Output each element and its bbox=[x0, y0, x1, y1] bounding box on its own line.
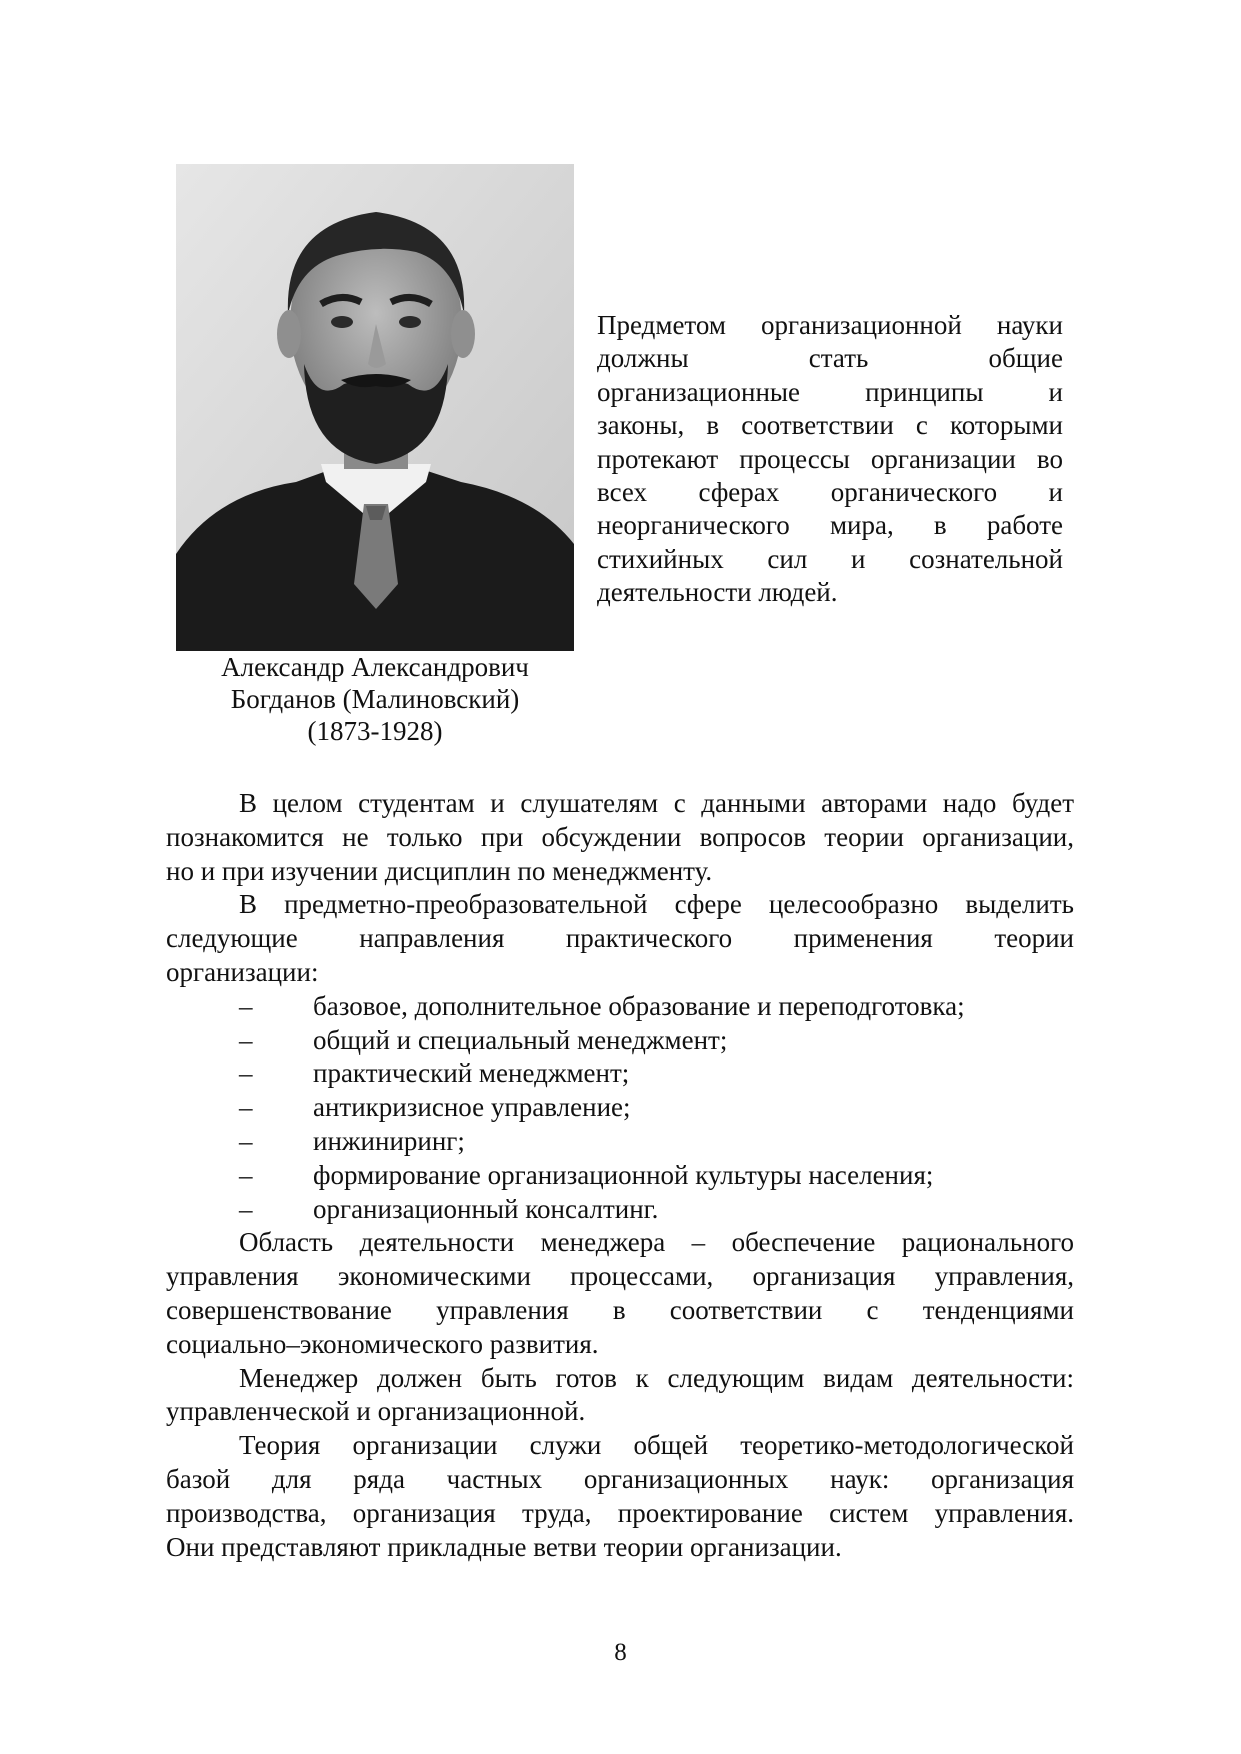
text-line: В предметно-преобразовательной сфере целесообразно выделить bbox=[239, 889, 1074, 920]
caption-line: Богданов (Малиновский) bbox=[230, 684, 520, 714]
portrait-caption bbox=[176, 651, 574, 747]
text-line: совершенствование управления в соответствии с тенденциями bbox=[166, 1294, 1074, 1325]
list-item-text: формирование организационной культуры населения; bbox=[313, 1159, 934, 1190]
text-line: управления экономическими процессами, организация управления, bbox=[166, 1261, 1074, 1292]
list-item bbox=[166, 1024, 1074, 1058]
quote-line: должны стать общие bbox=[597, 343, 1063, 374]
quote-line: всех сферах органического и bbox=[597, 477, 1063, 508]
text-line: организации: bbox=[166, 956, 319, 987]
text-line: социально–экономического развития. bbox=[166, 1328, 599, 1359]
bogdanov-quote bbox=[597, 309, 1063, 610]
dash-bullet: – bbox=[239, 1193, 253, 1224]
dash-bullet: – bbox=[239, 1092, 253, 1123]
list-item bbox=[166, 1193, 1074, 1227]
list-item bbox=[166, 1125, 1074, 1159]
dash-bullet: – bbox=[239, 1159, 253, 1190]
paragraph bbox=[166, 1226, 1074, 1361]
body-text bbox=[166, 787, 1074, 1564]
list-item-text: антикризисное управление; bbox=[313, 1092, 631, 1123]
list-item-text: организационный консалтинг. bbox=[313, 1193, 659, 1224]
list-item bbox=[166, 1057, 1074, 1091]
quote-line: законы, в соответствии с которыми bbox=[597, 410, 1063, 441]
portrait-photo bbox=[176, 164, 574, 651]
text-line: Менеджер должен быть готов к следующим видам деятельности: bbox=[239, 1362, 1074, 1393]
paragraph bbox=[166, 888, 1074, 989]
text-line: Они представляют прикладные ветви теории организации. bbox=[166, 1531, 842, 1562]
quote-line: стихийных сил и сознательной bbox=[597, 543, 1063, 574]
quote-line: неорганического мира, в работе bbox=[597, 510, 1063, 541]
page-number: 8 bbox=[614, 1639, 627, 1666]
list-item-text: базовое, дополнительное образование и переподготовка; bbox=[313, 990, 965, 1021]
paragraph bbox=[166, 1362, 1074, 1430]
text-line: познакомится не только при обсуждении вопросов теории организации, bbox=[166, 821, 1074, 852]
dash-bullet: – bbox=[239, 1058, 253, 1089]
paragraph bbox=[166, 787, 1074, 888]
paragraph bbox=[166, 1429, 1074, 1564]
list-item-text: инжиниринг; bbox=[313, 1125, 465, 1156]
text-line: но и при изучении дисциплин по менеджменту. bbox=[166, 855, 713, 886]
text-line: Область деятельности менеджера – обеспечение рационального bbox=[239, 1227, 1074, 1258]
caption-line: Александр Александрович bbox=[221, 652, 529, 682]
quote-line: Предметом организационной науки bbox=[597, 310, 1063, 340]
quote-line: деятельности людей. bbox=[597, 577, 838, 608]
text-line: базой для ряда частных организационных наук: организация bbox=[166, 1463, 1074, 1494]
text-line: В целом студентам и слушателям с данными авторами надо будет bbox=[239, 788, 1074, 818]
list-item bbox=[166, 1159, 1074, 1193]
dash-bullet: – bbox=[239, 990, 253, 1021]
application-areas-list bbox=[166, 990, 1074, 1227]
text-line: управленческой и организационной. bbox=[166, 1396, 586, 1427]
text-line: производства, организация труда, проектирование систем управления. bbox=[166, 1497, 1074, 1528]
list-item bbox=[166, 990, 1074, 1024]
dash-bullet: – bbox=[239, 1024, 253, 1055]
quote-line: организационные принципы и bbox=[597, 376, 1063, 407]
list-item-text: практический менеджмент; bbox=[313, 1058, 630, 1089]
list-item bbox=[166, 1091, 1074, 1125]
caption-line: (1873-1928) bbox=[307, 716, 443, 746]
dash-bullet: – bbox=[239, 1125, 253, 1156]
text-line: Теория организации служи общей теоретико-методологической bbox=[239, 1430, 1074, 1461]
list-item-text: общий и специальный менеджмент; bbox=[313, 1024, 728, 1055]
text-line: следующие направления практического применения теории bbox=[166, 923, 1074, 954]
quote-line: протекают процессы организации во bbox=[597, 443, 1063, 474]
